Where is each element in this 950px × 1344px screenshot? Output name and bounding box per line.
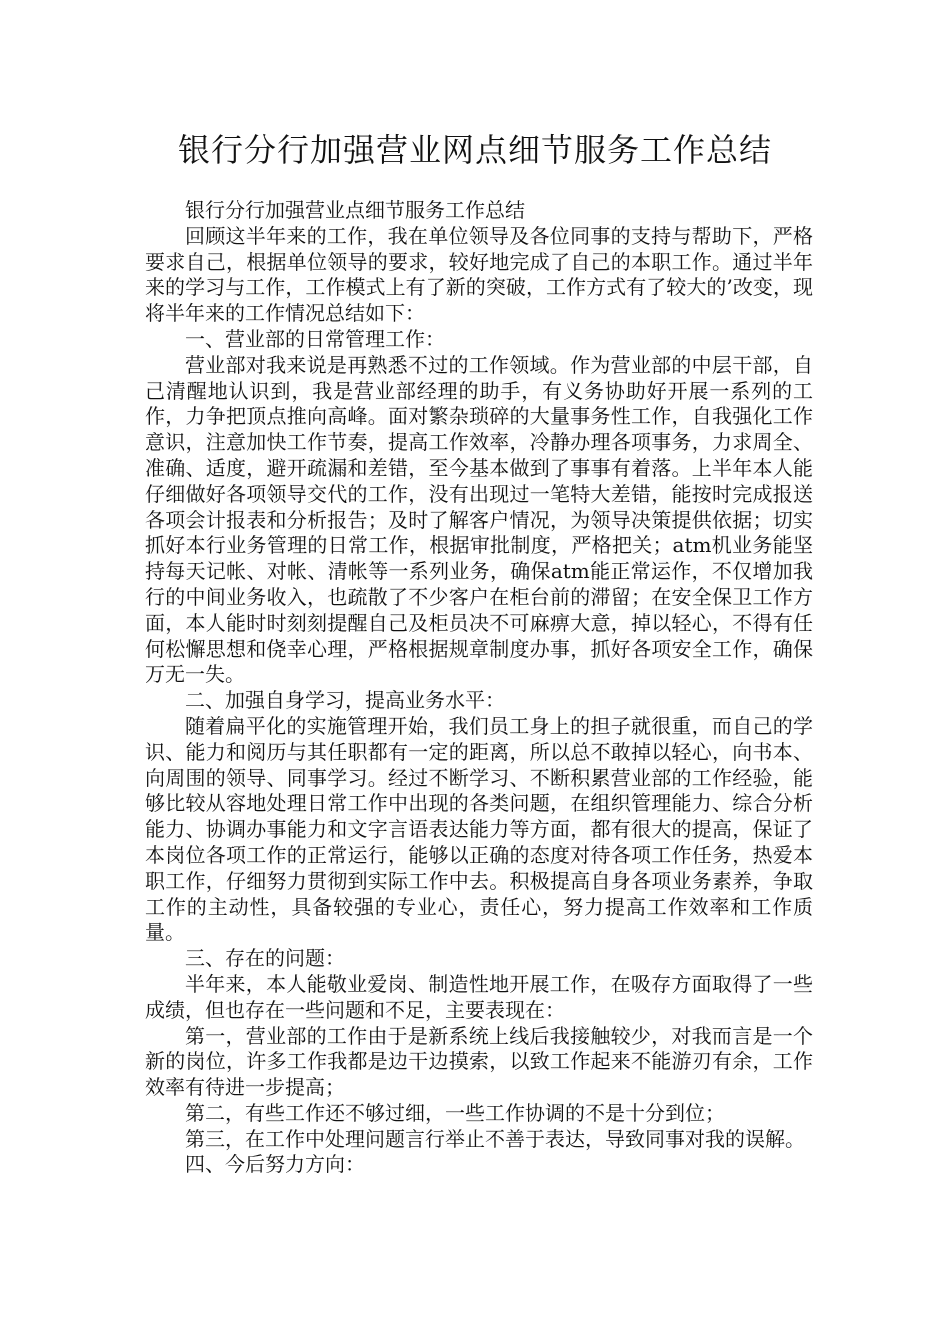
paragraph-section-1: 营业部对我来说是再熟悉不过的工作领域。作为营业部的中层干部，自己清醒地认识到，我是营业部经理的助手，有义务协助好开展一系列的工作，力争把顶点推向高峰。面对繁杂琐碎的大量事务性工作，自我强化工作意识，注意加快工作节奏，提高工作效率，冷静办理各项事务，力求周全、准确、适度，避开疏漏和差错，至今基本做到了事事有着落。上半年本人能仔细做好各项领导交代的工作，没有出现过一笔特大差错，能按时完成报送各项会计报表和分析报告；及时了解客户情况，为领导决策提供依据；切实抓好本行业务管理的日常工作，根据审批制度，严格把关；atm机业务能坚持每天记帐、对帐、清帐等一系列业务，确保atm能正常运作，不仅增加我行的中间业务收入，也疏散了不少客户在柜台前的滞留；在安全保卫工作方面，本人能时时刻刻提醒自己及柜员决不可麻痹大意，掉以轻心，不得有任何松懈思想和侥幸心理，严格根据规章制度办事，抓好各项安全工作，确保万无一失。: [145, 352, 813, 687]
paragraph-section-2: 随着扁平化的实施管理开始，我们员工身上的担子就很重，而自己的学识、能力和阅历与其任职都有一定的距离，所以总不敢掉以轻心，向书本、向周围的领导、同事学习。经过不断学习、不断积累营业部的工作经验，能够比较从容地处理日常工作中出现的各类问题，在组织管理能力、综合分析能力、协调办事能力和文字言语表达能力等方面，都有很大的提高，保证了本岗位各项工作的正常运行，能够以正确的态度对待各项工作任务，热爱本职工作，仔细努力贯彻到实际工作中去。积极提高自身各项业务素养，争取工作的主动性，具备较强的专业心，责任心，努力提高工作效率和工作质量。: [145, 713, 813, 945]
paragraph-intro: 回顾这半年来的工作，我在单位领导及各位同事的支持与帮助下，严格要求自己，根据单位领导的要求，较好地完成了自己的本职工作。通过半年来的学习与工作，工作模式上有了新的突破，工作方式有了较大的’改变，现将半年来的工作情况总结如下：: [145, 223, 813, 326]
section-heading-4: 四、今后努力方向：: [185, 1152, 365, 1177]
section-heading-2: 二、加强自身学习，提高业务水平：: [185, 688, 505, 713]
paragraph-subtitle: 银行分行加强营业点细节服务工作总结: [185, 198, 525, 222]
section-heading-1: 一、营业部的日常管理工作：: [185, 326, 445, 351]
paragraph-issue-1: 第一，营业部的工作由于是新系统上线后我接触较少，对我而言是一个新的岗位，许多工作我都是边干边摸索，以致工作起来不能游刃有余，工作效率有待进一步提高；: [145, 1023, 813, 1100]
paragraph-issue-2: 第二，有些工作还不够过细，一些工作协调的不是十分到位；: [185, 1100, 725, 1125]
document-title: 银行分行加强营业网点细节服务工作总结: [177, 131, 772, 169]
document-body: [145, 198, 813, 1178]
paragraph-section-3: 半年来，本人能敬业爱岗、制造性地开展工作，在吸存方面取得了一些成绩，但也存在一些问题和不足，主要表现在：: [145, 971, 813, 1022]
section-heading-3: 三、存在的问题：: [185, 946, 345, 971]
paragraph-issue-3: 第三，在工作中处理问题言行举止不善于表达，导致同事对我的误解。: [185, 1126, 805, 1151]
